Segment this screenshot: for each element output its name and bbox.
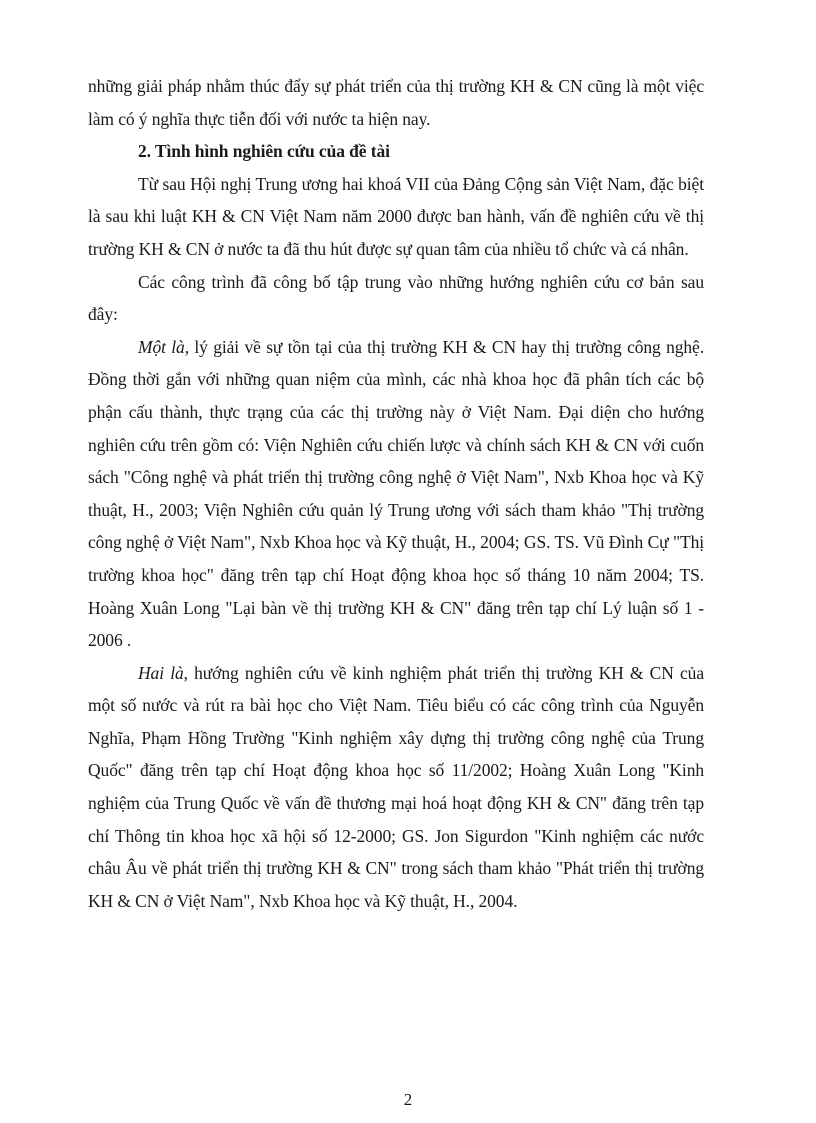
paragraph-second-direction — [88, 657, 704, 918]
body-text — [88, 70, 704, 917]
section-heading: 2. Tình hình nghiên cứu của đề tài — [138, 141, 390, 162]
second-direction-lead: Hai là — [138, 662, 184, 683]
first-direction-text: , lý giải về sự tồn tại của thị trường KH & CN hay thị trường công nghệ. Đồng thời gắn với những quan niệm của mình, các nhà khoa học đã phân tích các bộ phận cấu thành, thực trạng của các thị trường này ở Việt Nam. Đại diện cho hướng nghiên cứu trên gồm có: Viện Nghiên cứu chiến lược và chính sách KH & CN với cuốn sách "Công nghệ và phát triển thị trường công nghệ ở Việt Nam", Nxb Khoa học và Kỹ thuật, H., 2003; Viện Nghiên cứu quản lý Trung ương với sách tham khảo "Thị trường công nghệ ở Việt Nam", Nxb Khoa học và Kỹ thuật, H., 2004; GS. TS. Vũ Đình Cự "Thị trường khoa học" đăng trên tạp chí Hoạt động khoa học số tháng 10 năm 2004; TS. Hoàng Xuân Long "Lại bàn về thị trường KH & CN" đăng trên tạp chí Lý luận số 1 - 2006 . — [88, 336, 704, 651]
intro-paragraph: những giải pháp nhằm thúc đẩy sự phát triển của thị trường KH & CN cũng là một việc làm có ý nghĩa thực tiễn đối với nước ta hiện nay. — [88, 76, 704, 129]
paragraph-research-directions: Các công trình đã công bố tập trung vào những hướng nghiên cứu cơ bản sau đây: — [88, 271, 704, 325]
first-direction-lead: Một là — [138, 336, 185, 357]
page-number: 2 — [403, 1090, 413, 1109]
paragraph-research-context: Từ sau Hội nghị Trung ương hai khoá VII của Đảng Cộng sản Việt Nam, đặc biệt là sau khi luật KH & CN Việt Nam năm 2000 được ban hành, vấn đề nghiên cứu về thị trường KH & CN ở nước ta đã thu hút được sự quan tâm của nhiều tổ chức và cá nhân. — [88, 173, 704, 259]
paragraph-first-direction — [88, 331, 704, 657]
second-direction-text: , hướng nghiên cứu về kinh nghiệm phát triển thị trường KH & CN của một số nước và rút ra bài học cho Việt Nam. Tiêu biểu có các công trình của Nguyễn Nghĩa, Phạm Hồng Trường "Kinh nghiệm xây dựng thị trường công nghệ của Trung Quốc" đăng trên tạp chí Hoạt động khoa học số 11/2002; Hoàng Xuân Long "Kinh nghiệm của Trung Quốc về vấn đề thương mại hoá hoạt động KH & CN" đăng trên tạp chí Thông tin khoa học xã hội số 12-2000; GS. Jon Sigurdon "Kinh nghiệm các nước châu Âu về phát triển thị trường KH & CN" trong sách tham khảo "Phát triển thị trường KH & CN ở Việt Nam", Nxb Khoa học và Kỹ thuật, H., 2004. — [88, 662, 704, 911]
